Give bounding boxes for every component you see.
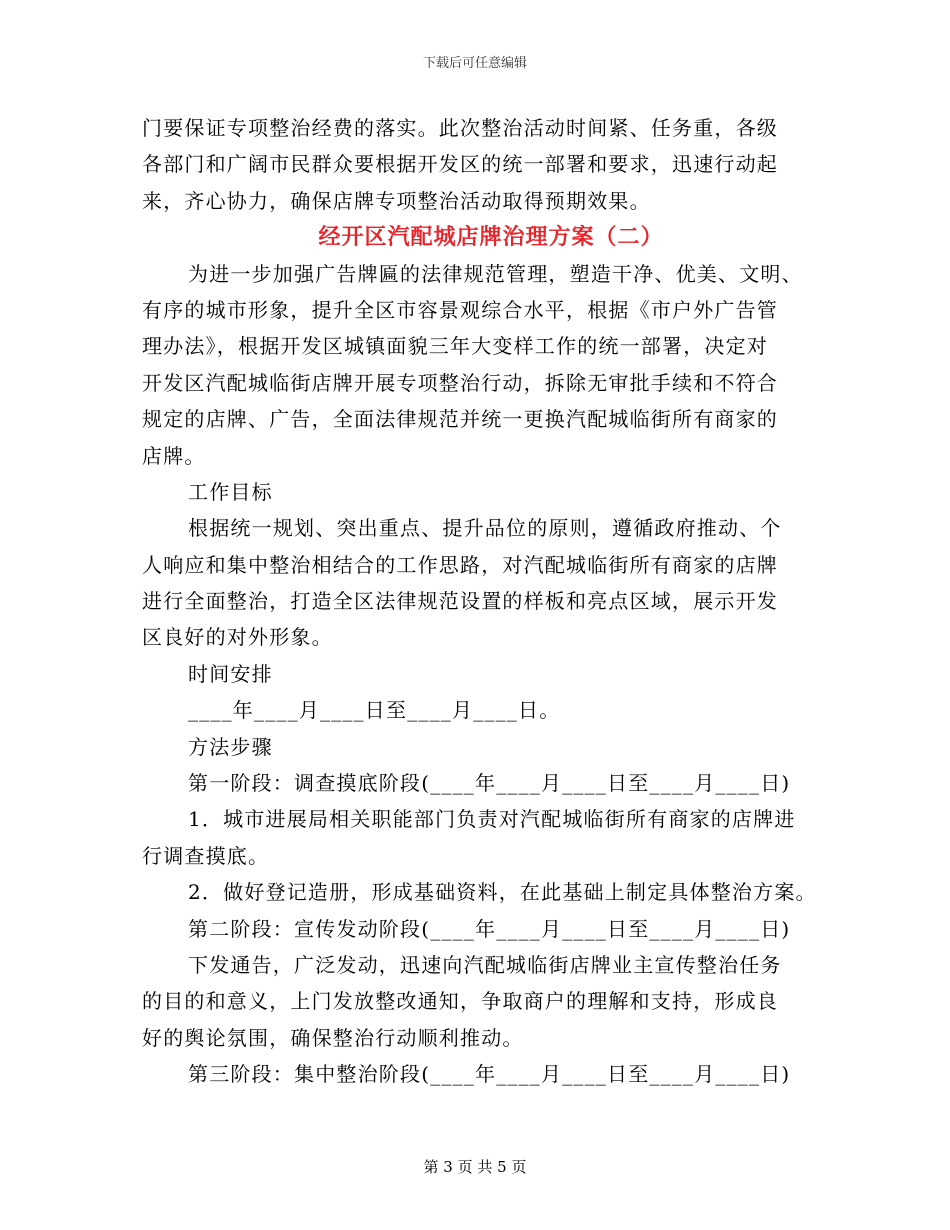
paragraph-line: 行调查摸底。 [142,843,270,868]
stage-three-heading: 第三阶段：集中整治阶段(____年____月____日至____月____日) [188,1062,791,1087]
paragraph-line: 门要保证专项整治经费的落实。此次整治活动时间紧、任务重，各级 [142,116,778,140]
page-footer: 第 3 页 共 5 页 [423,1158,527,1176]
paragraph-line: 为进一步加强广告牌匾的法律规范管理，塑造干净、优美、文明、 [188,261,803,286]
paragraph-line: 开发区汽配城临街店牌开展专项整治行动，拆除无审批手续和不符合 [142,370,778,395]
document-body [142,110,832,1093]
schedule-dates: ____年____月____日至____月____日。 [188,698,561,723]
subheading-work-goal: 工作目标 [188,479,273,504]
paragraph-line: 的目的和意义，上门发放整改通知，争取商户的理解和支持，形成良 [142,989,778,1014]
paragraph-line: 区良好的对外形象。 [142,625,333,650]
paragraph-line: 来，齐心协力，确保店牌专项整治活动取得预期效果。 [142,188,651,213]
paragraph-line: 有序的城市形象，提升全区市容景观综合水平，根据《市户外广告管 [142,297,778,322]
paragraph-line: 规定的店牌、广告，全面法律规范并统一更换汽配城临街所有商家的 [142,407,778,432]
paragraph-line: 下发通告，广泛发动，迅速向汽配城临街店牌业主宣传整治任务 [188,952,782,977]
paragraph-line: 好的舆论氛围，确保整治行动顺利推动。 [142,1025,524,1050]
paragraph-line: 理办法》，根据开发区城镇面貌三年大变样工作的统一部署，决定对 [142,334,768,359]
subheading-schedule: 时间安排 [188,661,273,686]
paragraph-line: 店牌。 [142,443,206,468]
page-header: 下载后可任意编辑 [422,56,527,71]
numbered-item: 1．城市进展局相关职能部门负责对汽配城临街所有商家的店牌进 [188,807,796,832]
paragraph-line: 各部门和广阔市民群众要根据开发区的统一部署和要求，迅速行动起 [142,152,778,177]
section-title: 经开区汽配城店牌治理方案（二） [318,224,664,251]
numbered-item: 2．做好登记造册，形成基础资料，在此基础上制定具体整治方案。 [188,880,817,905]
paragraph-line: 根据统一规划、突出重点、提升品位的原则，遵循政府推动、个 [188,516,782,541]
paragraph-line: 人响应和集中整治相结合的工作思路，对汽配城临街所有商家的店牌 [142,552,778,577]
stage-one-heading: 第一阶段：调查摸底阶段(____年____月____日至____月____日) [188,771,791,796]
paragraph-line: 进行全面整治，打造全区法律规范设置的样板和亮点区域，展示开发 [142,589,778,614]
stage-two-heading: 第二阶段：宣传发动阶段(____年____月____日至____月____日) [188,916,791,941]
subheading-method-steps: 方法步骤 [188,734,273,759]
